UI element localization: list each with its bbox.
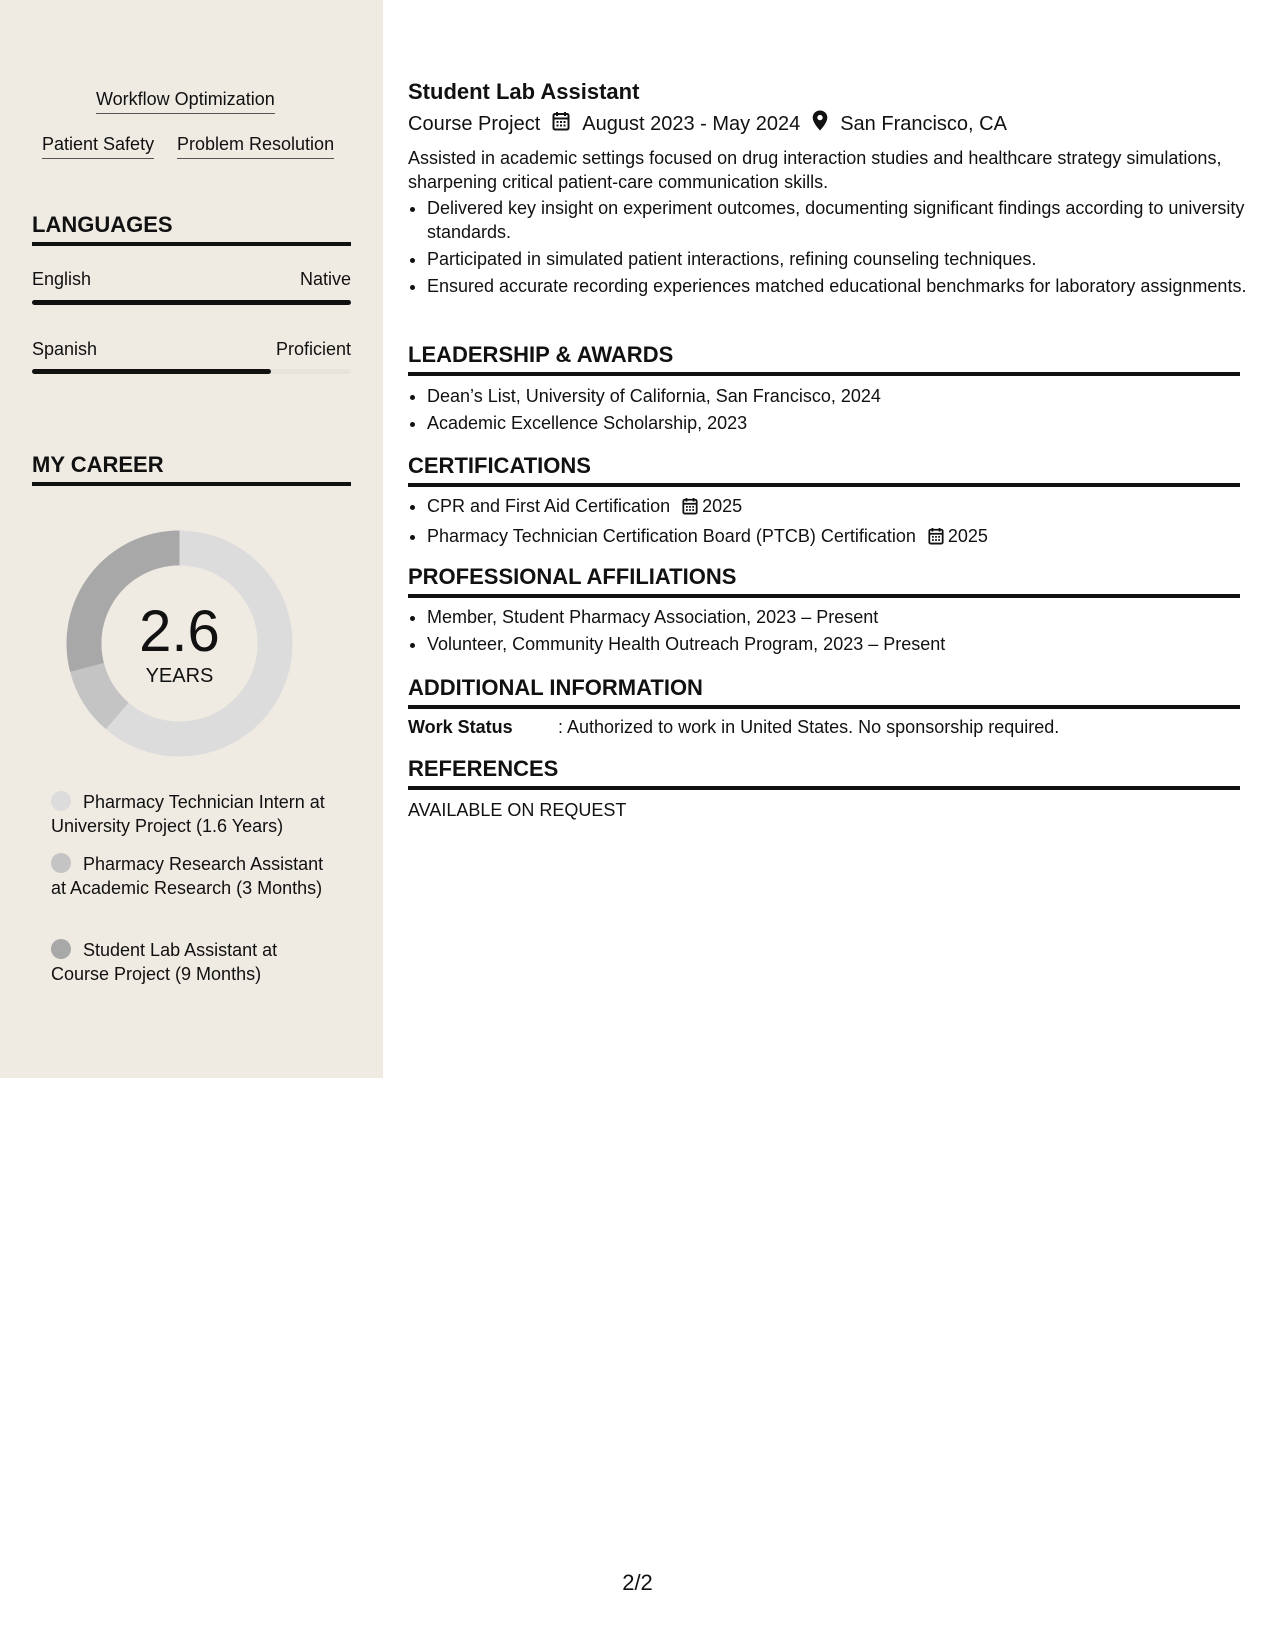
legend-label: Student Lab Assistant at Course Project (9 Months) [51,940,278,984]
list-item: • Member, Student Pharmacy Association, 2023 – Present [427,605,1257,629]
cert-name: CPR and First Aid Certification [427,496,671,516]
leadership-heading: LEADERSHIP & AWARDS [408,342,1240,376]
leadership-list [408,384,1257,438]
cert-year: 2025 [702,496,743,516]
career-total-value: 2.6 [139,599,220,664]
legend-dot [51,791,71,811]
list-item [427,524,1257,551]
language-level: Proficient [275,339,351,359]
legend-label: Pharmacy Research Assistant at Academic Research (3 Months) [51,854,324,898]
list-item: • Volunteer, Community Health Outreach Program, 2023 – Present [427,632,1257,656]
cert-name: Pharmacy Technician Certification Board (PTCB) Certification [427,526,916,546]
job-dates: August 2023 - May 2024 [582,113,801,135]
career-legend-item [51,938,331,986]
list-item: • Ensured accurate recording experiences matched educational benchmarks for laboratory assignments. [427,274,1257,298]
legend-label: Pharmacy Technician Intern at University Project (1.6 Years) [51,792,325,836]
additional-info-heading: ADDITIONAL INFORMATION [408,675,1240,709]
career-legend-item [51,852,331,900]
map-pin-icon [812,110,828,138]
affiliations-list [408,605,1257,659]
affiliations-heading: PROFESSIONAL AFFILIATIONS [408,564,1240,598]
languages-heading: LANGUAGES [32,212,351,246]
calendar-icon [552,111,570,138]
page-number: 2/2 [622,1570,653,1595]
work-status-value: : Authorized to work in United States. No sponsorship required. [558,717,1060,737]
references-text: AVAILABLE ON REQUEST [408,800,627,820]
skill-tag: Patient Safety [42,133,154,159]
certifications-heading: CERTIFICATIONS [408,453,1240,487]
skill-tag: Workflow Optimization [96,88,275,114]
certifications-list [408,494,1257,554]
calendar-icon [682,497,698,521]
job-meta [408,110,1007,138]
legend-dot [51,853,71,873]
career-legend-item [51,790,331,838]
job-org: Course Project [408,113,541,135]
work-status-label: Work Status [408,717,513,737]
language-name: English [32,269,92,289]
proficiency-fill [32,300,351,305]
language-level: Native [299,269,351,289]
job-bullets [408,196,1257,301]
calendar-icon [928,527,944,551]
cert-year: 2025 [947,526,988,546]
list-item: • Dean’s List, University of California, San Francisco, 2024 [427,384,1257,408]
language-proficiency-bar [32,369,351,374]
career-total-unit: YEARS [145,665,214,687]
list-item: • Participated in simulated patient interactions, refining counseling techniques. [427,247,1257,271]
job-title: Student Lab Assistant [408,79,640,104]
job-summary: Assisted in academic settings focused on drug interaction studies and healthcare strategy simulations, sharpening critical patient-care communication skills. [408,148,1222,192]
proficiency-fill [32,369,271,374]
references-heading: REFERENCES [408,756,1240,790]
language-proficiency-bar [32,300,351,305]
list-item: • Academic Excellence Scholarship, 2023 [427,411,1257,435]
list-item [427,494,1257,521]
legend-dot [51,939,71,959]
skill-tag: Problem Resolution [177,133,334,159]
job-location: San Francisco, CA [840,113,1007,135]
language-name: Spanish [32,339,98,359]
work-status-row [408,715,1059,739]
list-item: • Delivered key insight on experiment outcomes, documenting significant findings according to university standards. [427,196,1257,244]
career-heading: MY CAREER [32,452,351,486]
